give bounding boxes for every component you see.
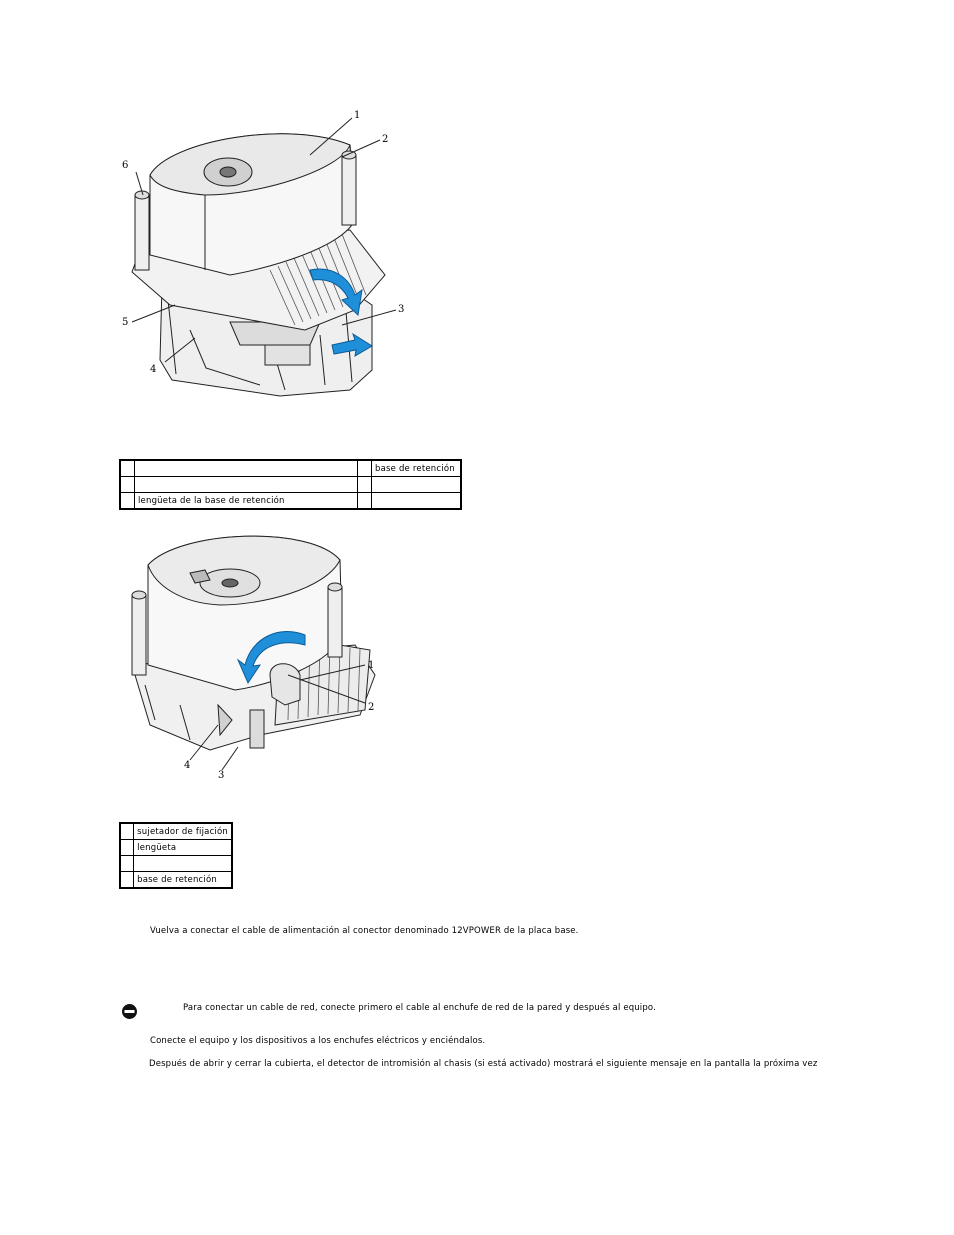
legend-label: sujetador de fijación — [134, 823, 232, 840]
legend-number — [120, 872, 134, 889]
legend-number — [358, 460, 372, 477]
table-row — [120, 856, 232, 872]
legend-number — [358, 493, 372, 510]
notice-text: Para conectar un cable de red, conecte primero el cable al enchufe de red de la pared y después al equipo. — [183, 1003, 656, 1013]
table-row — [120, 872, 232, 889]
legend-label: lengüeta — [134, 840, 232, 856]
legend-label — [135, 460, 358, 477]
callout-4: 4 — [184, 760, 191, 771]
callout-2: 2 — [382, 134, 389, 145]
legend-label — [135, 477, 358, 493]
legend-number — [120, 856, 134, 872]
figure2-legend-table — [119, 822, 233, 889]
legend-label — [134, 856, 232, 872]
callout-1: 1 — [368, 660, 375, 671]
legend-label — [372, 477, 462, 493]
callout-3: 3 — [398, 304, 405, 315]
callout-3: 3 — [218, 770, 225, 781]
callout-2: 2 — [368, 702, 375, 713]
callout-5: 5 — [122, 317, 129, 328]
legend-number — [120, 840, 134, 856]
table-row — [120, 493, 461, 510]
legend-number — [120, 823, 134, 840]
callout-4: 4 — [150, 364, 157, 375]
table-row — [120, 460, 461, 477]
legend-label: base de retención — [372, 460, 462, 477]
table-row — [120, 477, 461, 493]
legend-number — [120, 460, 135, 477]
heatsink-removal-figure — [110, 100, 420, 405]
step-reconnect-power-cable: Vuelva a conectar el cable de alimentación al conector denominado 12VPOWER de la placa base. — [150, 926, 579, 936]
table-row — [120, 823, 232, 840]
legend-number — [120, 477, 135, 493]
notice-icon — [121, 1003, 138, 1020]
legend-label: base de retención — [134, 872, 232, 889]
callout-6: 6 — [122, 160, 129, 171]
figure1-legend-table — [119, 459, 462, 510]
legend-label: lengüeta de la base de retención — [135, 493, 358, 510]
legend-label — [372, 493, 462, 510]
securing-clip-figure — [110, 525, 400, 785]
step-intrusion-message: Después de abrir y cerrar la cubierta, el detector de intromisión al chasis (si está activado) mostrará el siguiente mensaje en la pantalla la próxima vez — [149, 1059, 818, 1069]
step-power-on: Conecte el equipo y los dispositivos a los enchufes eléctricos y enciéndalos. — [150, 1036, 486, 1046]
table-row — [120, 840, 232, 856]
legend-number — [120, 493, 135, 510]
callout-1: 1 — [354, 110, 361, 121]
legend-number — [358, 477, 372, 493]
